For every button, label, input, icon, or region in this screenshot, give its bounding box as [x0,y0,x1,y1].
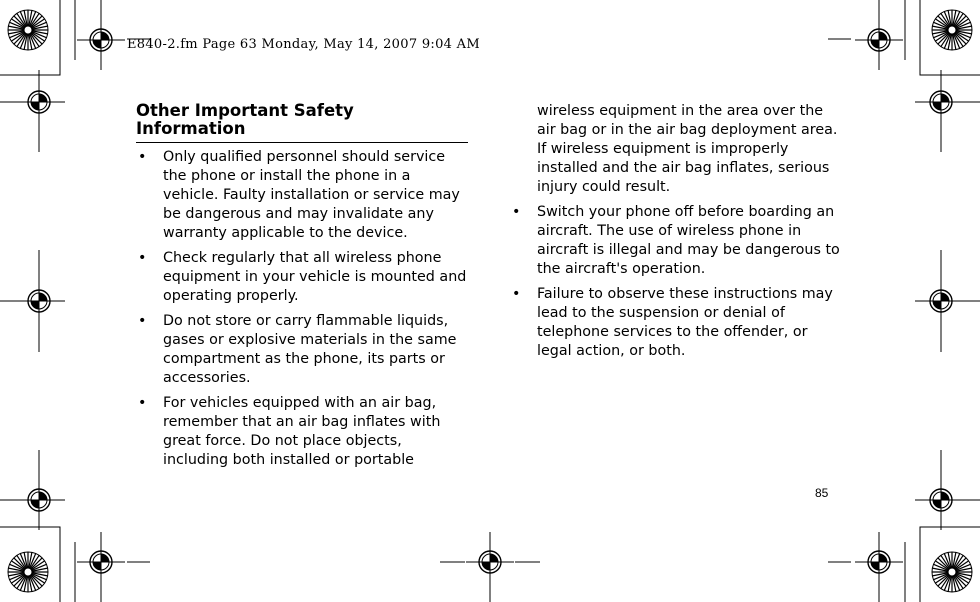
color-wheel-icon [8,10,48,50]
print-slug: E840-2.fm Page 63 Monday, May 14, 2007 9:04 AM [127,37,480,52]
bullet-glyph: • [512,286,521,302]
color-wheel-icon [932,10,972,50]
list-item-text: Only qualified personnel should service the phone or install the phone in a vehicle. Faulty installation or service may be dangerous and may invalidate any warranty applicable to the device. [163,149,460,241]
list-item [136,394,470,470]
color-wheel-icon [8,552,48,592]
list-item [136,249,470,306]
list-item [136,148,470,243]
list-item-text: Check regularly that all wireless phone equipment in your vehicle is mounted and operating properly. [163,250,467,304]
page-number: 85 [815,486,829,500]
list-item-text: For vehicles equipped with an air bag, remember that an air bag inflates with great force. Do not place objects, including both installed or portable [163,395,441,468]
color-wheel-icon [932,552,972,592]
list-item [510,285,844,361]
bullet-glyph: • [138,149,147,165]
right-column [510,102,844,367]
list-item-text: Switch your phone off before boarding an aircraft. The use of wireless phone in aircraft is illegal and may be dangerous to the aircraft's operation. [537,204,840,277]
list-item-text: Do not store or carry flammable liquids, gases or explosive materials in the same compartment as the phone, its parts or accessories. [163,313,457,386]
bullet-glyph: • [138,313,147,329]
left-column [136,148,470,476]
bullet-glyph: • [512,204,521,220]
continuation-text: wireless equipment in the area over the air bag or in the air bag deployment area. If wireless equipment is improperly installed and the air bag inflates, serious injury could result. [537,103,838,195]
bullet-glyph: • [138,250,147,266]
section-heading: Other Important Safety Information [136,102,468,143]
list-item [510,203,844,279]
list-item [136,312,470,388]
bullet-glyph: • [138,395,147,411]
list-item-text: Failure to observe these instructions may lead to the suspension or denial of telephone services to the offender, or legal action, or both. [537,286,833,359]
